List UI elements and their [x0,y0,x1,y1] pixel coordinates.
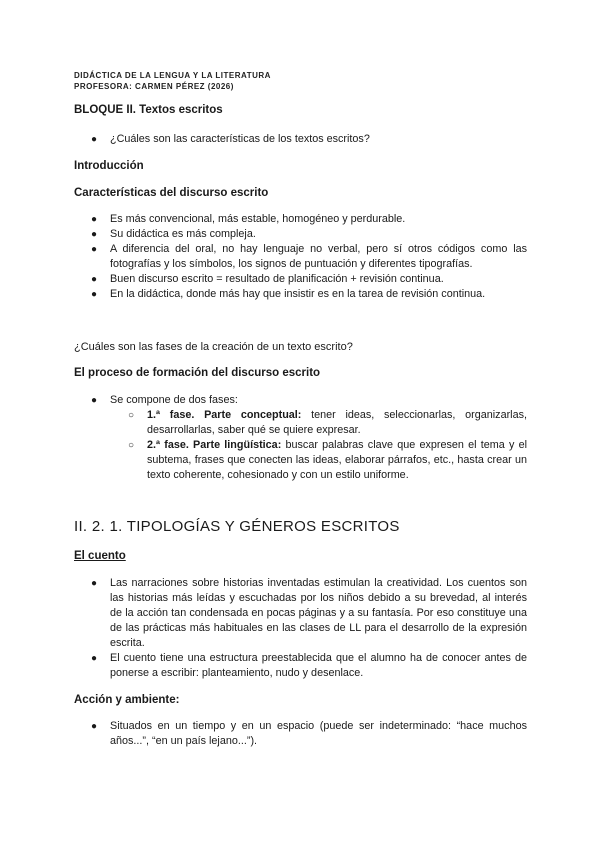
characteristics-list [91,212,527,302]
circle-bullet-icon: ○ [128,440,135,451]
question-1 [91,132,550,147]
list-item [91,651,527,681]
bullet-icon: ● [91,578,98,589]
document-header [74,70,271,92]
block-title: BLOQUE II. Textos escritos [74,104,223,116]
circle-bullet-icon: ○ [128,410,135,421]
action-list [91,719,527,749]
phase-label: 1.ª fase. Parte conceptual: [147,409,302,421]
list-item-text: El cuento tiene una estructura preestablecida que el alumno ha de conocer antes de ponerse a escribir: planteamiento, nudo y desenlace. [110,652,527,679]
list-item-text: Es más convencional, más estable, homogéneo y perdurable. [110,213,406,225]
phase-text: tener ideas, seleccionarlas, organizarlas, desarrollarlas, saber qué se quiere expresar. [147,409,527,436]
bullet-icon: ● [91,653,98,664]
list-item-text: En la didáctica, donde más hay que insistir es en la tarea de revisión continua. [110,288,486,300]
list-item-text: Situados en un tiempo y en un espacio (puede ser indeterminado: “hace muchos años...”, “en un país lejano...”). [110,720,527,747]
question-1-text: ¿Cuáles son las características de los textos escritos? [110,133,370,145]
list-item [91,719,527,749]
action-heading: Acción y ambiente: [74,694,180,706]
process-heading: El proceso de formación del discurso escrito [74,367,321,379]
bullet-icon: ● [91,134,98,145]
section-heading: II. 2. 1. TIPOLOGÍAS Y GÉNEROS ESCRITOS [74,518,400,535]
process-list [91,393,527,483]
list-item [91,227,527,242]
phase-item [128,438,527,483]
phase-item [128,408,527,438]
list-item [91,393,527,408]
bullet-icon: ● [91,274,98,285]
list-item [91,242,527,272]
question-2: ¿Cuáles son las fases de la creación de un texto escrito? [74,341,353,353]
list-item-text: Las narraciones sobre historias inventadas estimulan la creatividad. Los cuentos son las historias más leídas y escuchadas por los niños debido a su brevedad, al interés de la acción tan condensada en pocas páginas y a su fantasía. Por eso constituye una de las prácticas más habituales en las clases de LL para el desarrollo de la expresión escrita. [110,577,527,649]
list-item [91,272,527,287]
header-professor: PROFESORA: CARMEN PÉREZ (2026) [74,82,234,91]
list-item-text: Se compone de dos fases: [110,394,238,406]
list-item [91,576,527,651]
story-heading: El cuento [74,550,126,562]
bullet-icon: ● [91,214,98,225]
list-item-text: Buen discurso escrito = resultado de planificación + revisión continua. [110,273,444,285]
header-course: DIDÁCTICA DE LA LENGUA Y LA LITERATURA [74,71,271,80]
bullet-icon: ● [91,289,98,300]
list-item-text: Su didáctica es más compleja. [110,228,256,240]
list-item [91,287,527,302]
intro-heading: Introducción [74,160,144,172]
phase-label: 2.ª fase. Parte lingüística: [147,439,282,451]
bullet-icon: ● [91,244,98,255]
story-list [91,576,527,681]
list-item-text: A diferencia del oral, no hay lenguaje no verbal, pero sí otros códigos como las fotografías y los símbolos, los signos de puntuación y diferentes tipografías. [110,243,527,270]
list-item [91,212,527,227]
bullet-icon: ● [91,229,98,240]
characteristics-heading: Características del discurso escrito [74,187,269,199]
phase-text: buscar palabras clave que expresen el tema y el subtema, frases que conecten las ideas, elaborar párrafos, etc., hasta crear un texto coherente, cohesionado y con un estilo uniforme. [147,439,527,481]
bullet-icon: ● [91,721,98,732]
bullet-icon: ● [91,395,98,406]
